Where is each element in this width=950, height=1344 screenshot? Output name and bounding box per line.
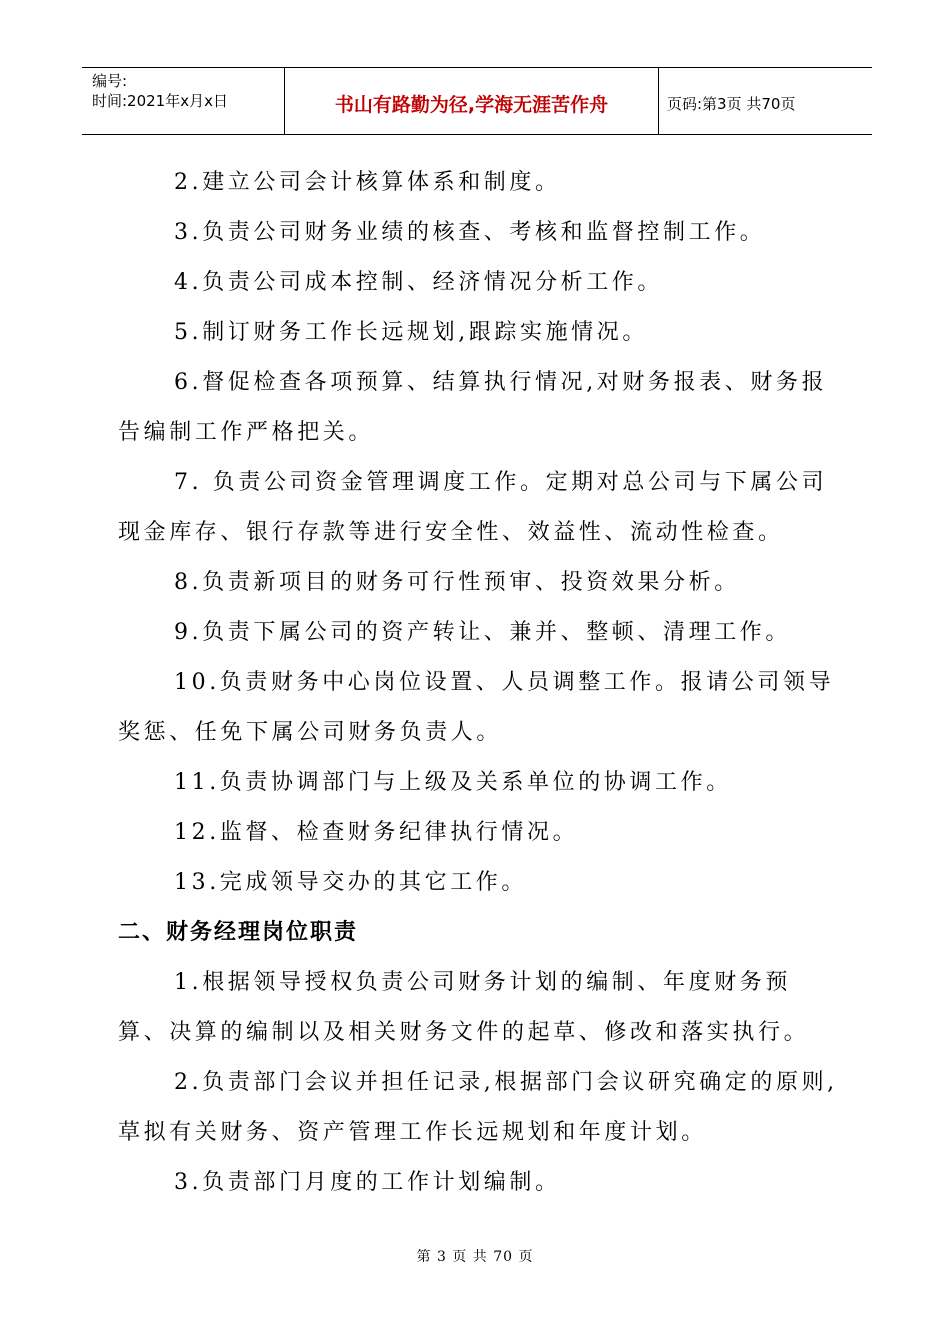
time-label: 时间:2021年x月x日 bbox=[92, 92, 228, 110]
document-body bbox=[118, 158, 838, 1208]
paragraph: 1.根据领导授权负责公司财务计划的编制、年度财务预算、决算的编制以及相关财务文件的起草、修改和落实执行。 bbox=[118, 970, 810, 1045]
paragraph: 3.负责部门月度的工作计划编制。 bbox=[174, 1170, 561, 1195]
paragraph: 2.负责部门会议并担任记录,根据部门会议研究确定的原则,草拟有关财务、资产管理工作长远规划和年度计划。 bbox=[118, 1070, 838, 1145]
paragraph: 2.建立公司会计核算体系和制度。 bbox=[174, 170, 561, 195]
paragraph: 13.完成领导交办的其它工作。 bbox=[174, 870, 527, 895]
header-meta-cell bbox=[82, 68, 285, 134]
motto-text: 书山有路勤为径,学海无涯苦作舟 bbox=[334, 93, 609, 116]
document-header bbox=[82, 67, 872, 135]
paragraph: 10.负责财务中心岗位设置、人员调整工作。报请公司领导奖惩、任免下属公司财务负责人。 bbox=[118, 670, 835, 745]
header-page-cell bbox=[659, 68, 872, 134]
paragraph: 4.负责公司成本控制、经济情况分析工作。 bbox=[174, 270, 663, 295]
paragraph: 12.监督、检查财务纪律执行情况。 bbox=[174, 820, 579, 845]
paragraph: 3.负责公司财务业绩的核查、考核和监督控制工作。 bbox=[174, 220, 766, 245]
number-label: 编号: bbox=[92, 72, 128, 90]
paragraph: 9.负责下属公司的资产转让、兼并、整顿、清理工作。 bbox=[174, 620, 791, 645]
paragraph: 11.负责协调部门与上级及关系单位的协调工作。 bbox=[174, 770, 732, 795]
paragraph: 6.督促检查各项预算、结算执行情况,对财务报表、财务报告编制工作严格把关。 bbox=[118, 370, 828, 445]
section-heading: 二、财务经理岗位职责 bbox=[118, 920, 359, 945]
page-info: 页码:第3页 共70页 bbox=[667, 94, 796, 113]
page-footer: 第 3 页 共 70 页 bbox=[416, 1249, 534, 1265]
paragraph: 8.负责新项目的财务可行性预审、投资效果分析。 bbox=[174, 570, 740, 595]
paragraph: 5.制订财务工作长远规划,跟踪实施情况。 bbox=[174, 320, 648, 345]
paragraph: 7. 负责公司资金管理调度工作。定期对总公司与下属公司现金库存、银行存款等进行安全性、效益性、流动性检查。 bbox=[118, 470, 828, 545]
header-motto-cell bbox=[285, 68, 659, 134]
